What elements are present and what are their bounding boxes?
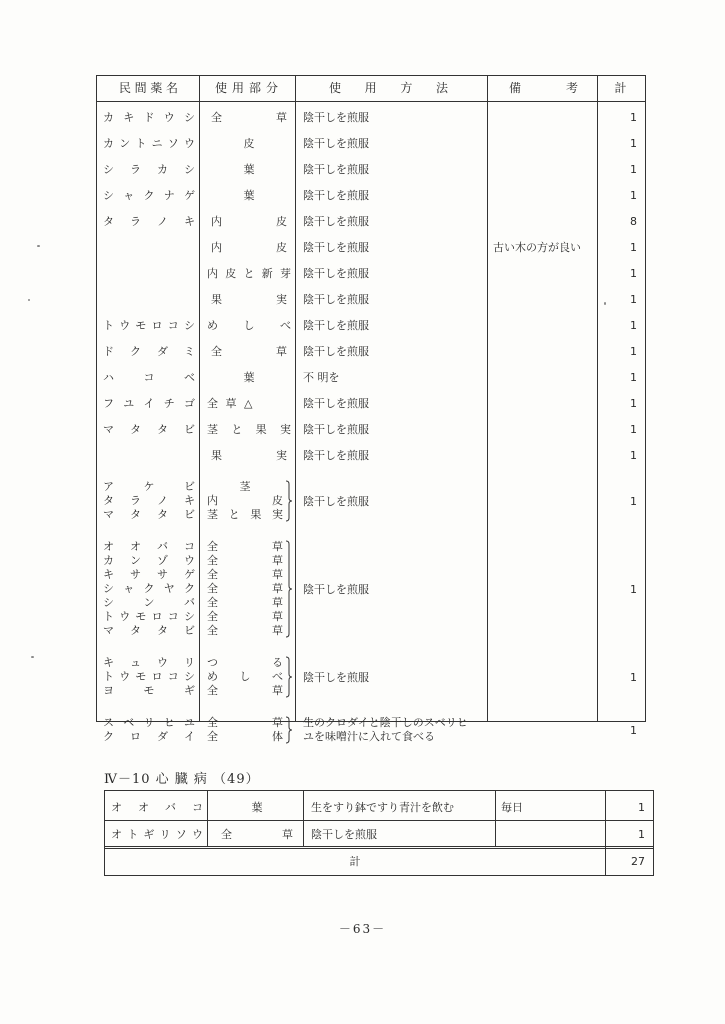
part-cell: 茎 と 果 実	[207, 508, 283, 521]
use-cell: 生をすり鉢ですり青汁を飲む	[311, 801, 454, 814]
name-cell: マ タ タ ビ	[103, 423, 195, 436]
use-cell: 陰干しを煎服	[303, 163, 369, 176]
name-cell: キ ュ ウ リ	[103, 656, 195, 669]
name-cell: ス ベ リ ヒ ユ	[103, 716, 195, 729]
table-row	[97, 364, 645, 390]
count-cell: 1	[630, 344, 637, 358]
use-cell: 陰干しを煎服	[303, 583, 369, 596]
count-cell: 1	[630, 318, 637, 332]
part-cell: 全 草	[221, 828, 293, 841]
count-cell: 1	[630, 396, 637, 410]
part-cell: め し べ	[207, 319, 291, 332]
part-cell: 内 皮 と 新 芽	[207, 267, 291, 280]
count-cell: 1	[630, 370, 637, 384]
part-list	[207, 480, 283, 522]
table-row	[97, 312, 645, 338]
name-cell: カ ン ト ニ ソ ウ	[103, 137, 195, 150]
name-cell: マ タ タ ビ	[103, 624, 195, 637]
table-row	[97, 286, 645, 312]
name-cell: マ タ タ ビ	[103, 508, 195, 521]
name-cell: ド ク ダ ミ	[103, 345, 195, 358]
use-cell: 陰干しを煎服	[303, 397, 369, 410]
part-list	[207, 656, 283, 698]
use-cell: 陰干しを煎服	[303, 319, 369, 332]
count-cell: 1	[630, 266, 637, 280]
note-cell: 毎日	[501, 801, 523, 814]
use-cell: 陰干しを煎服	[311, 828, 377, 841]
name-cell: オ ト ギ リ ソ ウ	[111, 828, 203, 841]
part-cell: 全 草	[207, 610, 283, 623]
name-cell: カ ン ゾ ウ	[103, 554, 195, 567]
part-cell: 内 皮	[211, 241, 287, 254]
part-cell: 果 実	[211, 449, 287, 462]
use-cell: 陰干しを煎服	[303, 241, 369, 254]
use-cell: 陰干しを煎服	[303, 189, 369, 202]
name-cell: フ ユ イ チ ゴ	[103, 397, 195, 410]
count-cell: 1	[630, 292, 637, 306]
name-cell: オ オ バ コ	[103, 540, 195, 553]
page-number: －63－	[338, 922, 387, 936]
count-cell: 1	[630, 670, 637, 684]
name-cell: ヨ モ ギ	[103, 684, 195, 697]
table-row	[97, 182, 645, 208]
part-cell: 全 草	[207, 624, 283, 637]
part-cell: 内 皮	[207, 494, 283, 507]
use-cell: 陰干しを煎服	[303, 293, 369, 306]
brace-icon	[285, 480, 293, 522]
count-cell: 1	[630, 422, 637, 436]
name-cell: ト ウ モ ロ コ シ	[103, 610, 195, 623]
use-cell: 陰干しを煎服	[303, 215, 369, 228]
count-cell: 1	[638, 800, 645, 814]
count-cell: 8	[630, 214, 637, 228]
use-line: ユを味噌汁に入れて食べる	[303, 730, 435, 743]
part-cell: 全 草	[211, 111, 287, 124]
brace-icon	[285, 540, 293, 638]
count-cell: 1	[630, 136, 637, 150]
count-cell: 1	[630, 110, 637, 124]
table-row	[97, 156, 645, 182]
use-cell	[303, 716, 483, 744]
table-row	[97, 442, 645, 468]
name-cell: タ ラ ノ キ	[103, 215, 195, 228]
name-cell: シ ャ ク ナ ゲ	[103, 189, 195, 202]
header-part: 使 用 部 分	[215, 81, 279, 95]
part-cell: つ る	[207, 656, 283, 669]
heart-disease-table	[104, 790, 654, 876]
table-row	[97, 416, 645, 442]
header-count: 計	[614, 81, 628, 95]
part-cell: 茎 と 果 実	[207, 423, 291, 436]
total-count: 27	[631, 854, 645, 868]
brace-icon	[285, 656, 293, 698]
name-cell: ト ウ モ ロ コ シ	[103, 319, 195, 332]
part-cell: 茎	[239, 480, 251, 493]
use-cell: 陰干しを煎服	[303, 671, 369, 684]
part-cell: 全 草	[207, 540, 283, 553]
count-cell: 1	[630, 188, 637, 202]
part-cell: 全 草	[211, 345, 287, 358]
table-row	[105, 795, 653, 819]
use-cell: 陰干しを煎服	[303, 495, 369, 508]
name-cell: オ オ バ コ	[111, 801, 203, 814]
use-cell: 陰干しを煎服	[303, 137, 369, 150]
use-cell: 陰干しを煎服	[303, 267, 369, 280]
section-heading: Ⅳ－10 心 臓 病 （49）	[104, 772, 260, 787]
part-list	[207, 716, 283, 744]
table-row-group	[97, 474, 645, 528]
name-cell: シ ャ ク ヤ ク	[103, 582, 195, 595]
total-row	[105, 849, 653, 873]
name-cell: カ キ ド ウ シ	[103, 111, 195, 124]
count-cell: 1	[638, 827, 645, 841]
use-line: 生のクロダイと陰干しのスベリヒ	[303, 716, 468, 729]
table-row-group	[97, 650, 645, 704]
part-cell: 全 草	[207, 596, 283, 609]
part-cell: め し べ	[207, 670, 283, 683]
header-name: 民 間 薬 名	[119, 81, 179, 95]
part-cell: 全 草	[207, 582, 283, 595]
name-list	[103, 480, 195, 522]
header-note: 備 考	[509, 81, 579, 95]
total-label: 計	[349, 855, 361, 868]
part-cell: 全 体	[207, 730, 283, 743]
count-cell: 1	[630, 723, 637, 737]
name-cell: ク ロ ダ イ	[103, 730, 195, 743]
use-cell: 陰干しを煎服	[303, 449, 369, 462]
name-list	[103, 656, 195, 698]
name-cell: ト ウ モ ロ コ シ	[103, 670, 195, 683]
count-cell: 1	[630, 162, 637, 176]
brace-icon	[285, 716, 293, 744]
part-cell: 全 草	[207, 568, 283, 581]
count-cell: 1	[630, 582, 637, 596]
part-cell: 全 草 △	[207, 397, 255, 410]
name-list	[103, 716, 195, 744]
table-row	[97, 260, 645, 286]
herbal-remedy-table	[96, 75, 646, 743]
use-cell: 陰干しを煎服	[303, 111, 369, 124]
part-cell: 果 実	[211, 293, 287, 306]
header-use: 使 用 方 法	[329, 81, 449, 95]
table-row	[97, 104, 645, 130]
name-cell: キ サ サ ゲ	[103, 568, 195, 581]
count-cell: 1	[630, 448, 637, 462]
name-cell: ア ケ ビ	[103, 480, 195, 493]
part-list	[207, 540, 283, 638]
name-list	[103, 540, 195, 638]
table-row	[97, 234, 645, 260]
table-row	[97, 338, 645, 364]
name-cell: シ ラ カ シ	[103, 163, 195, 176]
part-cell: 全 草	[207, 554, 283, 567]
count-cell: 1	[630, 240, 637, 254]
part-cell: 葉	[243, 189, 255, 202]
name-cell: シ ン バ	[103, 596, 195, 609]
part-cell: 葉	[243, 371, 255, 384]
name-cell: タ ラ ノ キ	[103, 494, 195, 507]
count-cell: 1	[630, 494, 637, 508]
use-cell: 不 明を	[303, 371, 340, 384]
table-row	[105, 823, 653, 845]
use-cell: 陰干しを煎服	[303, 345, 369, 358]
use-cell: 陰干しを煎服	[303, 423, 369, 436]
name-cell: ハ コ ベ	[103, 371, 195, 384]
table-row	[97, 208, 645, 234]
note-cell: 古い木の方が良い	[493, 241, 581, 254]
part-cell: 葉	[243, 163, 255, 176]
part-cell: 全 草	[207, 684, 283, 697]
part-cell: 皮	[243, 137, 255, 150]
table-row-group	[97, 534, 645, 644]
table-row	[97, 390, 645, 416]
table-row-group	[97, 710, 645, 750]
part-cell: 内 皮	[211, 215, 287, 228]
part-cell: 全 草	[207, 716, 283, 729]
part-cell: 葉	[251, 801, 263, 814]
table-row	[97, 130, 645, 156]
